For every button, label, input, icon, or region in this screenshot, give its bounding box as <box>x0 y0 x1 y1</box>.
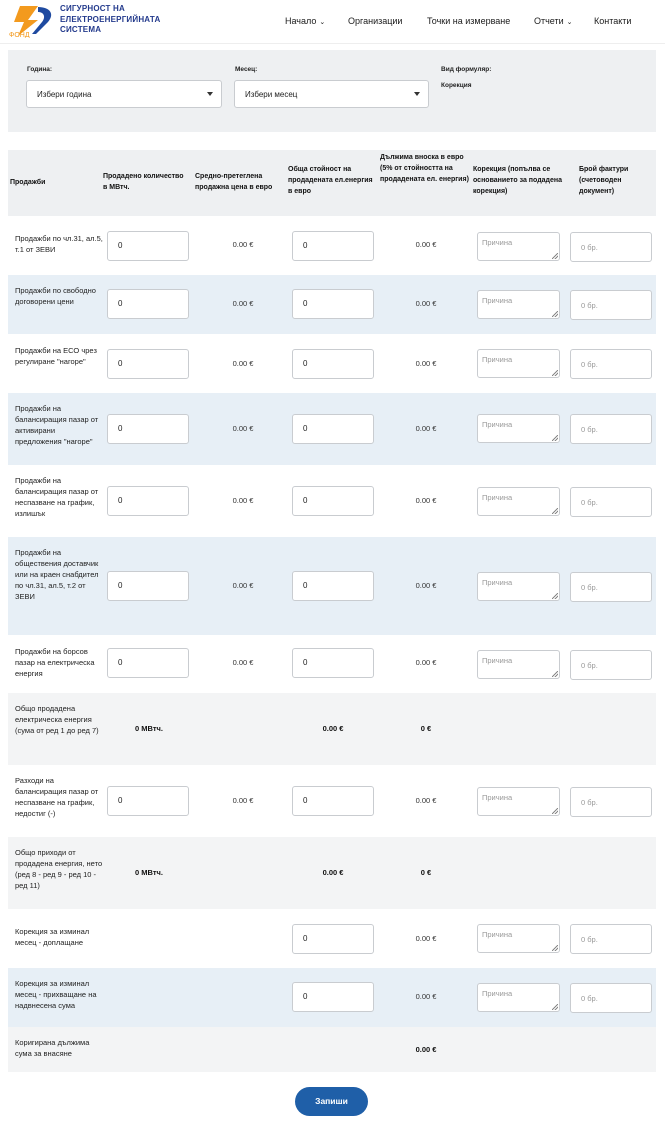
invoice-count-input[interactable]: 0 бр. <box>570 572 652 602</box>
reason-textarea[interactable]: Причина <box>477 232 560 261</box>
reason-textarea[interactable]: Причина <box>477 572 560 601</box>
logo-text[interactable]: СИГУРНОСТ НА ЕЛЕКТРОЕНЕРГИЙНАТА СИСТЕМА <box>60 4 161 34</box>
quantity-input[interactable]: 0 <box>107 786 189 816</box>
avg-price-value: 0.00 € <box>232 581 254 590</box>
avg-price-value: 0.00 € <box>232 658 254 667</box>
total-value-input[interactable]: 0 <box>292 289 374 319</box>
row-label: Продажби по свободно договорени цени <box>15 286 96 306</box>
quantity-input[interactable]: 0 <box>107 349 189 379</box>
invoice-count-input[interactable]: 0 бр. <box>570 787 652 817</box>
total-quantity-value: 0 МВтч. <box>135 724 163 733</box>
due-fee-sum: 0 € <box>420 868 432 877</box>
due-fee-value: 0.00 € <box>415 992 437 1001</box>
reason-textarea[interactable]: Причина <box>477 349 560 378</box>
reason-textarea[interactable]: Причина <box>477 650 560 679</box>
dropdown-caret-icon <box>207 92 213 96</box>
resize-handle-icon[interactable] <box>552 593 558 599</box>
due-fee-value: 0.00 € <box>415 299 437 308</box>
invoice-count-input[interactable]: 0 бр. <box>570 349 652 379</box>
total-value-input[interactable]: 0 <box>292 414 374 444</box>
filter-panel <box>8 50 656 132</box>
invoice-count-input[interactable]: 0 бр. <box>570 983 652 1013</box>
total-value-input[interactable]: 0 <box>292 648 374 678</box>
resize-handle-icon[interactable] <box>552 311 558 317</box>
avg-price-value: 0.00 € <box>232 359 254 368</box>
col-correction: Корекция (попълва се основанието за подадена корекция) <box>473 166 563 195</box>
total-value-input[interactable]: 0 <box>292 486 374 516</box>
year-label: Година: <box>27 66 53 73</box>
reason-textarea[interactable]: Причина <box>477 924 560 953</box>
col-avg-price: Средно-претеглена продажна цена в евро <box>195 173 273 191</box>
total-value-sum: 0.00 € <box>322 724 344 733</box>
avg-price-value: 0.00 € <box>232 424 254 433</box>
table-row <box>8 275 656 334</box>
chevron-down-icon: ⌄ <box>566 19 573 26</box>
quantity-input[interactable]: 0 <box>107 486 189 516</box>
form-type-label: Вид формуляр: <box>441 66 492 73</box>
invoice-count-input[interactable]: 0 бр. <box>570 414 652 444</box>
row-label: Общо продадена електрическа енергия (сума от ред 1 до ред 7) <box>15 704 99 735</box>
nav-measurement-points[interactable]: Точки на измерване <box>427 16 511 26</box>
table-row-total <box>8 693 656 765</box>
avg-price-value: 0.00 € <box>232 299 254 308</box>
nav-contacts[interactable]: Контакти <box>594 16 632 26</box>
table-row <box>8 635 656 693</box>
row-label: Продажби на балансиращия пазар от активирани предложения "нагоре" <box>15 404 99 446</box>
invoice-count-input[interactable]: 0 бр. <box>570 232 652 262</box>
reason-textarea[interactable]: Причина <box>477 290 560 319</box>
total-value-sum: 0.00 € <box>322 868 344 877</box>
table-row <box>8 537 656 635</box>
col-total-value: Обща стойност на продадената ел.енергия в евро <box>288 166 373 195</box>
table-row-total <box>8 837 656 909</box>
month-label: Месец: <box>235 66 258 73</box>
resize-handle-icon[interactable] <box>552 945 558 951</box>
table-row-total <box>8 1027 656 1072</box>
invoice-count-input[interactable]: 0 бр. <box>570 290 652 320</box>
due-fee-value: 0.00 € <box>415 581 437 590</box>
row-label: Корекция за изминал месец - доплащане <box>15 927 90 947</box>
col-quantity: Продадено количество в МВтч. <box>103 173 184 191</box>
nav-reports[interactable]: Отчети ⌄ <box>534 16 573 26</box>
row-label: Продажби на ЕСО чрез регулиране "нагоре" <box>15 346 97 366</box>
chevron-down-icon: ⌄ <box>319 19 326 26</box>
svg-text:ФОНД: ФОНД <box>9 32 30 38</box>
reason-textarea[interactable]: Причина <box>477 414 560 443</box>
nav-organizations[interactable]: Организации <box>348 16 403 26</box>
row-label: Разходи на балансиращия пазар от неспазване на график, недостиг (-) <box>15 776 99 818</box>
due-fee-value: 0.00 € <box>415 496 437 505</box>
quantity-input[interactable]: 0 <box>107 571 189 601</box>
dropdown-caret-icon <box>414 92 420 96</box>
due-fee-value: 0.00 € <box>415 796 437 805</box>
table-row <box>8 334 656 393</box>
resize-handle-icon[interactable] <box>552 1004 558 1010</box>
due-fee-value: 0.00 € <box>415 359 437 368</box>
row-label: Корекция за изминал месец - прихващане на надвнесена сума <box>15 979 97 1010</box>
table-row <box>8 465 656 537</box>
col-invoice-count: Брой фактури (счетоводен документ) <box>579 166 629 195</box>
total-value-input[interactable]: 0 <box>292 982 374 1012</box>
table-row <box>8 968 656 1027</box>
nav-home[interactable]: Начало ⌄ <box>285 16 326 26</box>
reason-textarea[interactable]: Причина <box>477 787 560 816</box>
table-header <box>8 150 656 216</box>
avg-price-value: 0.00 € <box>232 240 254 249</box>
resize-handle-icon[interactable] <box>552 808 558 814</box>
resize-handle-icon[interactable] <box>552 671 558 677</box>
invoice-count-input[interactable]: 0 бр. <box>570 487 652 517</box>
resize-handle-icon[interactable] <box>552 435 558 441</box>
due-fee-value: 0.00 € <box>415 240 437 249</box>
form-type-value: Корекция <box>441 82 472 89</box>
total-value-input[interactable]: 0 <box>292 786 374 816</box>
total-value-input[interactable]: 0 <box>292 924 374 954</box>
year-select[interactable]: Избери година <box>26 80 222 108</box>
total-value-input[interactable]: 0 <box>292 571 374 601</box>
row-label: Продажби по чл.31, ал.5, т.1 от ЗЕВИ <box>15 234 103 254</box>
row-label: Продажби на обществения доставчик или на краен снабдител по чл.31, ал.5, т.2 от ЗЕВИ <box>15 548 99 601</box>
total-value-input[interactable]: 0 <box>292 231 374 261</box>
save-button[interactable]: Запиши <box>295 1087 368 1116</box>
avg-price-value: 0.00 € <box>232 496 254 505</box>
total-value-input[interactable]: 0 <box>292 349 374 379</box>
resize-handle-icon[interactable] <box>552 253 558 259</box>
due-fee-value: 0.00 € <box>415 934 437 943</box>
due-fee-sum: 0 € <box>420 724 432 733</box>
row-label: Коригирана дължима сума за внасяне <box>15 1038 90 1058</box>
row-label: Общо приходи от продадена енергия, нето (ред 8 - ред 9 - ред 10 - ред 11) <box>15 848 103 890</box>
adjusted-due-sum: 0.00 € <box>415 1045 437 1054</box>
resize-handle-icon[interactable] <box>552 370 558 376</box>
col-due-fee: Дължима вноска в евро (5% от стойността на продадената ел. енергия) <box>380 154 469 183</box>
table-row <box>8 216 656 275</box>
month-select[interactable]: Избери месец <box>234 80 429 108</box>
table-row <box>8 909 656 968</box>
quantity-input[interactable]: 0 <box>107 231 189 261</box>
logo-icon[interactable] <box>8 4 58 38</box>
quantity-input[interactable]: 0 <box>107 414 189 444</box>
quantity-input[interactable]: 0 <box>107 289 189 319</box>
quantity-input[interactable]: 0 <box>107 648 189 678</box>
invoice-count-input[interactable]: 0 бр. <box>570 650 652 680</box>
avg-price-value: 0.00 € <box>232 796 254 805</box>
table-row <box>8 765 656 837</box>
row-label: Продажби на борсов пазар на електрическа енергия <box>15 647 95 678</box>
col-sales: Продажби <box>10 179 46 186</box>
invoice-count-input[interactable]: 0 бр. <box>570 924 652 954</box>
table-row <box>8 393 656 465</box>
resize-handle-icon[interactable] <box>552 508 558 514</box>
due-fee-value: 0.00 € <box>415 424 437 433</box>
reason-textarea[interactable]: Причина <box>477 487 560 516</box>
row-label: Продажби на балансиращия пазар от неспазване на график, излишък <box>15 476 99 518</box>
reason-textarea[interactable]: Причина <box>477 983 560 1012</box>
due-fee-value: 0.00 € <box>415 658 437 667</box>
total-quantity-value: 0 МВтч. <box>135 868 163 877</box>
site-header <box>0 0 665 44</box>
